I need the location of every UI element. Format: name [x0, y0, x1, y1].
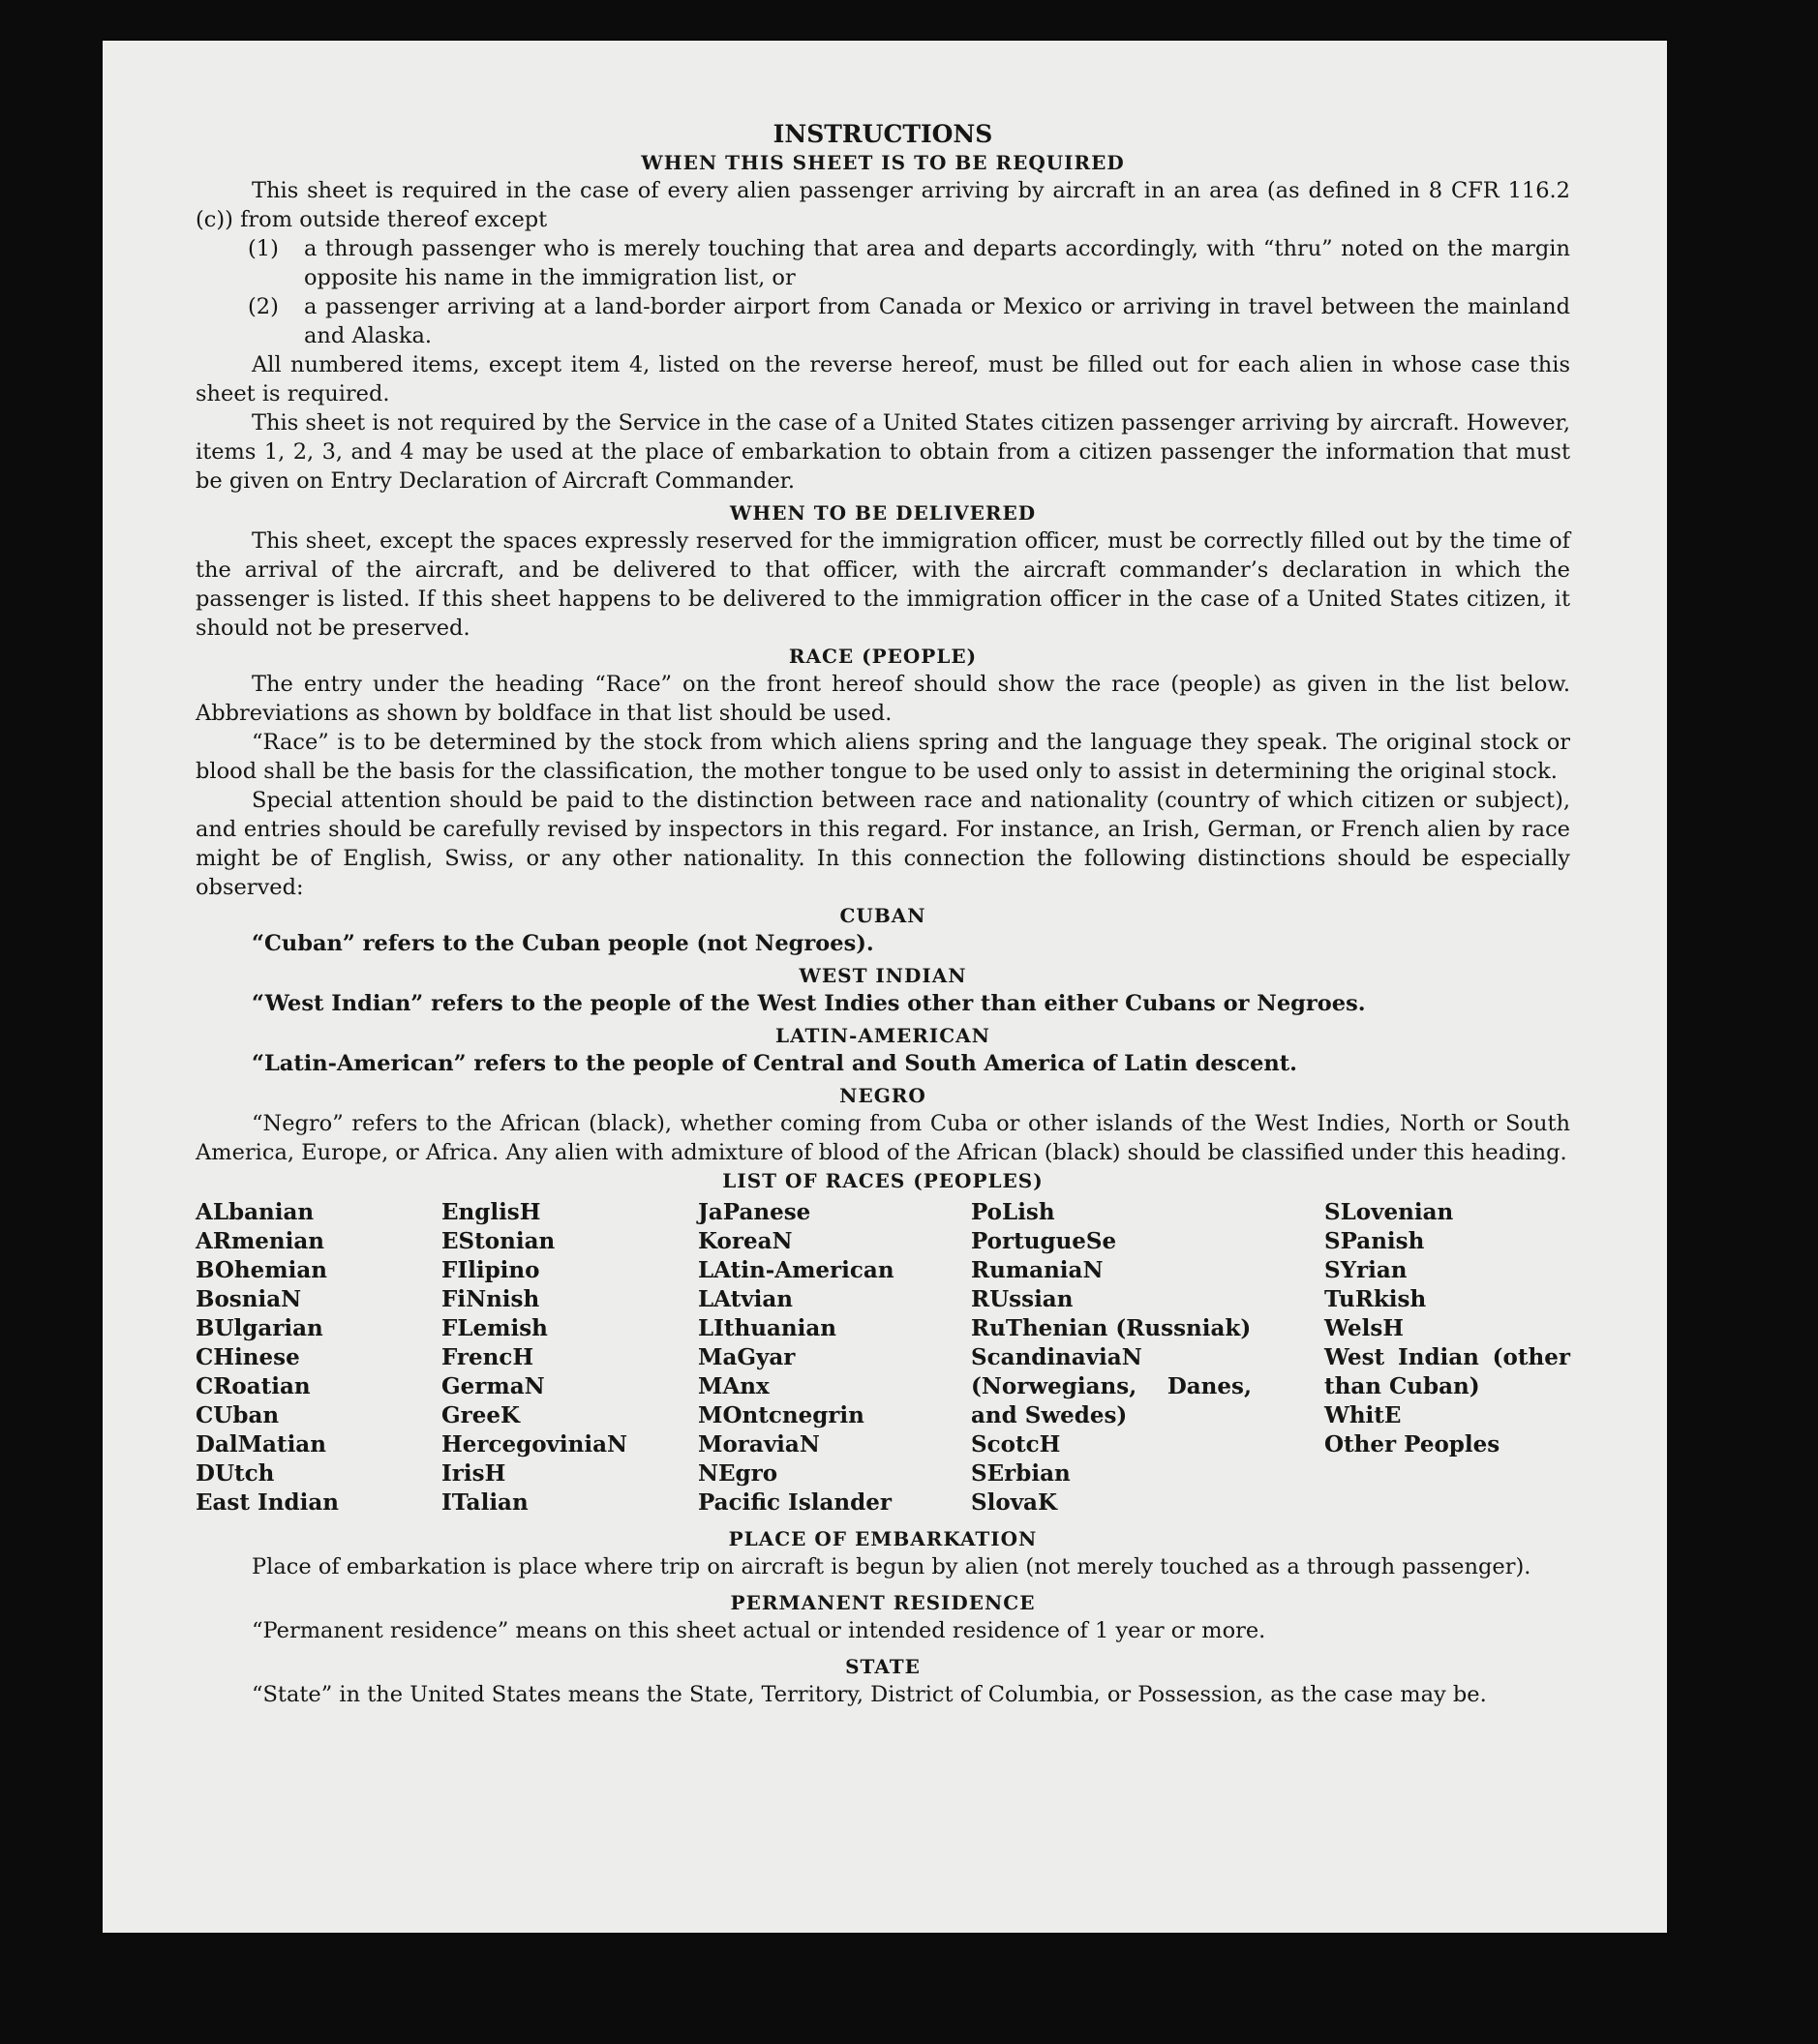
definition-west-indian: “West Indian” refers to the people of the West Indies other than either Cubans or Negroes.	[252, 991, 1366, 1016]
race-item: BosniaN	[196, 1286, 302, 1312]
race-item: CRoatian	[196, 1373, 311, 1399]
race-item: KoreaN	[698, 1228, 793, 1254]
race-item: HercegoviniaN	[441, 1431, 628, 1458]
heading-state: STATE	[845, 1655, 921, 1678]
race-item: FIlipino	[441, 1257, 540, 1283]
race-item: MOntcnegrin	[698, 1402, 864, 1428]
race-item: ARmenian	[196, 1228, 325, 1254]
heading-cuban: CUBAN	[839, 904, 926, 927]
race-item: Pacific Islander	[698, 1489, 892, 1516]
race-item: TuRkish	[1324, 1286, 1427, 1312]
definition-state: “State” in the United States means the State, Territory, District of Columbia, or Possession, as the case may be.	[252, 1682, 1487, 1707]
paragraph-delivered: This sheet, except the spaces expressly reserved for the immigration officer, must be correctly filled out by the time of the arrival of the aircraft, and be delivered to that officer, with the aircraft commander’s declaration in which the passenger is listed. If this sheet happens to be delivered to the immigration officer in the case of a United States citizen, it should not be preserved.	[196, 528, 1570, 641]
race-item: RumaniaN	[971, 1257, 1104, 1283]
race-item: EStonian	[441, 1228, 556, 1254]
races-column-1	[196, 1198, 441, 1518]
race-item: WhitE	[1324, 1402, 1402, 1428]
race-item: MoraviaN	[698, 1431, 820, 1458]
paragraph-race-entry: The entry under the heading “Race” on the front hereof should show the race (people) as given in the list below. Abbreviations as shown by boldface in that list should be used.	[196, 672, 1570, 726]
definition-negro: “Negro” refers to the African (black), whether coming from Cuba or other islands of the West Indies, North or South America, Europe, or Africa. Any alien with admixture of blood of the African (black) should be classified under this heading.	[196, 1111, 1570, 1165]
heading-list-of-races: LIST OF RACES (PEOPLES)	[722, 1169, 1044, 1192]
item-text: a passenger arriving at a land-border airport from Canada or Mexico or arriving in travel between the mainland and Alaska.	[304, 294, 1570, 348]
item-number: (2)	[248, 294, 279, 319]
race-item: EnglisH	[441, 1199, 541, 1225]
race-item: ScandinaviaN (Norwegians, Danes, and Swedes)	[971, 1344, 1252, 1428]
races-list	[196, 1198, 1570, 1518]
paragraph-required: This sheet is required in the case of every alien passenger arriving by aircraft in an area (as defined in 8 CFR 116.2 (c)) from outside thereof except	[196, 178, 1570, 232]
race-item: Other Peoples	[1324, 1431, 1500, 1458]
race-item: West Indian (other than Cuban)	[1324, 1344, 1570, 1399]
races-column-5	[1324, 1198, 1570, 1518]
item-number: (1)	[248, 236, 279, 261]
race-item: GreeK	[441, 1402, 521, 1428]
heading-race: RACE (PEOPLE)	[788, 645, 978, 668]
definition-embarkation: Place of embarkation is place where trip on aircraft is begun by alien (not merely touched as a through passenger).	[252, 1554, 1531, 1579]
heading-west-indian: WEST INDIAN	[799, 964, 967, 987]
race-item: BUlgarian	[196, 1315, 323, 1341]
paragraph-race-nationality: Special attention should be paid to the distinction between race and nationality (country of which citizen or subject), and entries should be carefully revised by inspectors in this regard. For instance, an Irish, German, or French alien by race might be of English, Swiss, or any other nationality. In this connection the following distinctions should be especially observed:	[196, 788, 1570, 900]
race-item: RuThenian (Russniak)	[971, 1315, 1252, 1341]
race-item: DUtch	[196, 1460, 275, 1487]
definition-permanent-residence: “Permanent residence” means on this sheet actual or intended residence of 1 year or more.	[252, 1618, 1266, 1643]
races-column-4	[971, 1198, 1324, 1518]
race-item: PoLish	[971, 1199, 1055, 1225]
paragraph-numbered-items: All numbered items, except item 4, listed on the reverse hereof, must be filled out for each alien in whose case this sheet is required.	[196, 352, 1570, 406]
heading-permanent-residence: PERMANENT RESIDENCE	[730, 1591, 1036, 1614]
instructions-content	[196, 120, 1570, 1709]
race-item: ScotcH	[971, 1431, 1061, 1458]
race-item: ALbanian	[196, 1199, 315, 1225]
heading-when-required: WHEN THIS SHEET IS TO BE REQUIRED	[641, 151, 1125, 174]
heading-when-delivered: WHEN TO BE DELIVERED	[729, 501, 1037, 525]
race-item: SlovaK	[971, 1489, 1057, 1516]
item-text: a through passenger who is merely touching that area and departs accordingly, with “thru” noted on the margin opposite his name in the immigration list, or	[304, 236, 1570, 290]
document-page	[103, 41, 1667, 1933]
race-item: FLemish	[441, 1315, 548, 1341]
race-item: JaPanese	[698, 1199, 811, 1225]
race-item: MaGyar	[698, 1344, 796, 1370]
race-item: CHinese	[196, 1344, 300, 1370]
race-item: WelsH	[1324, 1315, 1405, 1341]
race-item: SLovenian	[1324, 1199, 1454, 1225]
race-item: SErbian	[971, 1460, 1071, 1487]
heading-negro: NEGRO	[839, 1084, 926, 1107]
heading-latin-american: LATIN-AMERICAN	[775, 1024, 990, 1047]
races-column-2	[441, 1198, 698, 1518]
list-item	[196, 292, 1570, 350]
race-item: BOhemian	[196, 1257, 327, 1283]
race-item: ITalian	[441, 1489, 529, 1516]
race-item: FiNnish	[441, 1286, 540, 1312]
list-item	[196, 234, 1570, 292]
definition-cuban: “Cuban” refers to the Cuban people (not Negroes).	[252, 931, 874, 956]
races-column-3	[698, 1198, 971, 1518]
race-item: FrencH	[441, 1344, 534, 1370]
race-item: SPanish	[1324, 1228, 1425, 1254]
paragraph-race-stock: “Race” is to be determined by the stock from which aliens spring and the language they speak. The original stock or blood shall be the basis for the classification, the mother tongue to be used only to assist in determining the original stock.	[196, 730, 1570, 784]
race-item: East Indian	[196, 1489, 339, 1516]
race-item: MAnx	[698, 1373, 770, 1399]
race-item: GermaN	[441, 1373, 545, 1399]
heading-place-of-embarkation: PLACE OF EMBARKATION	[728, 1527, 1038, 1550]
race-item: IrisH	[441, 1460, 506, 1487]
page-title: INSTRUCTIONS	[773, 120, 993, 148]
race-item: RUssian	[971, 1286, 1074, 1312]
race-item: SYrian	[1324, 1257, 1408, 1283]
paragraph-citizen: This sheet is not required by the Service in the case of a United States citizen passenger arriving by aircraft. However, items 1, 2, 3, and 4 may be used at the place of embarkation to obtain from a citizen passenger the information that must be given on Entry Declaration of Aircraft Commander.	[196, 410, 1570, 494]
race-item: LAtin-American	[698, 1257, 894, 1283]
race-item: CUban	[196, 1402, 280, 1428]
definition-latin-american: “Latin-American” refers to the people of Central and South America of Latin descent.	[252, 1051, 1297, 1076]
race-item: NEgro	[698, 1460, 778, 1487]
race-item: LIthuanian	[698, 1315, 836, 1341]
race-item: DalMatian	[196, 1431, 326, 1458]
race-item: PortugueSe	[971, 1228, 1117, 1254]
race-item: LAtvian	[698, 1286, 793, 1312]
